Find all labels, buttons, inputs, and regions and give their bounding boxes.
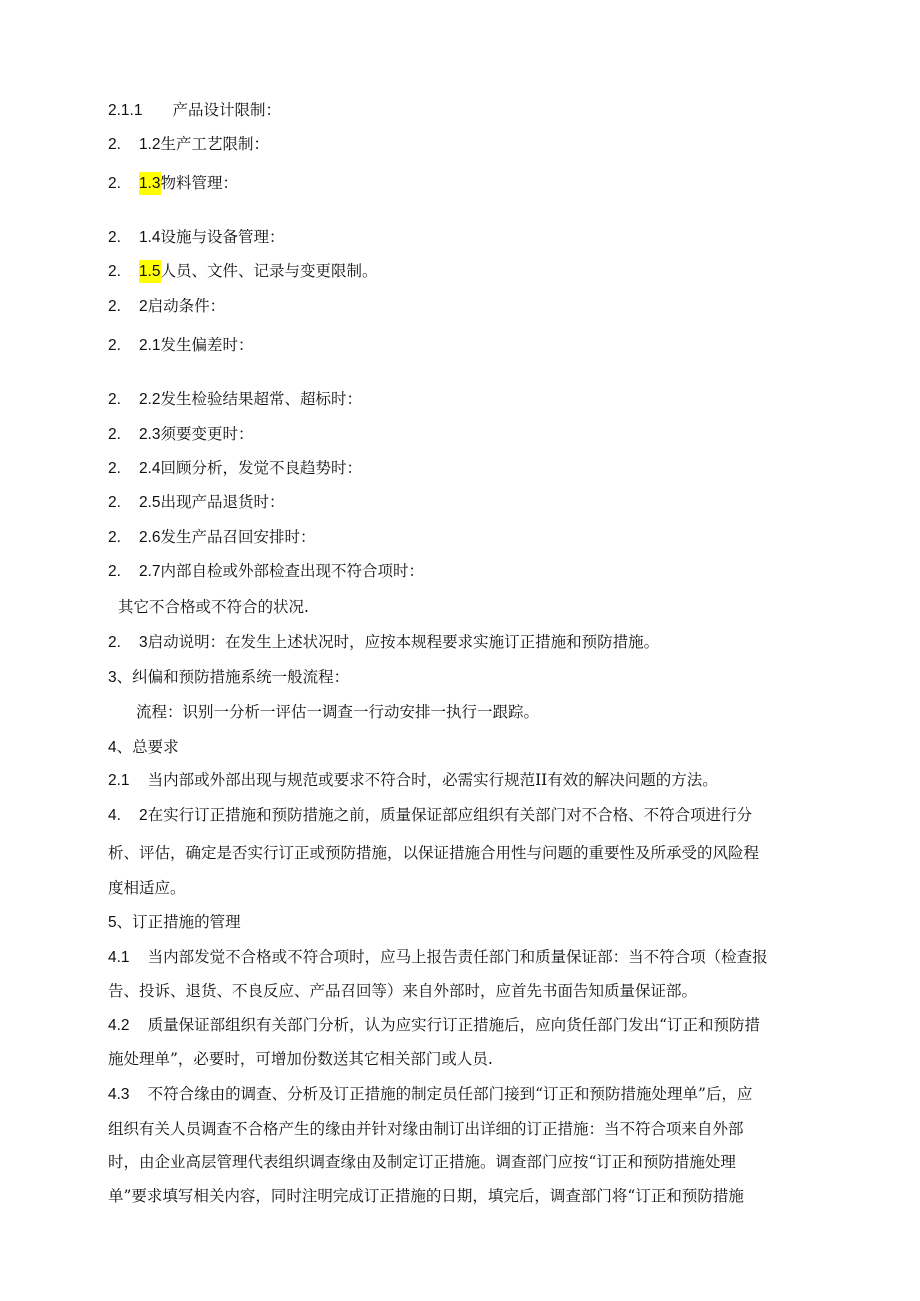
line-text: 流程：识别一分析一评估一调查一行动安排一执行一跟踪。 [136, 703, 540, 721]
text-line [108, 134, 269, 155]
section-number: 2. [108, 529, 121, 546]
line-text: 生产工艺限制： [160, 135, 270, 153]
section-number: 2. [108, 460, 121, 477]
text-line [108, 947, 768, 968]
text-line [108, 737, 179, 758]
line-text: 当内部发觉不合格或不符合项时，应马上报告责任部门和质量保证部：当不符合项（检查报 [147, 948, 768, 966]
line-text: 内部自检或外部检查出现不符合项时： [160, 562, 425, 580]
line-text: 启动说明：在发生上述状况时，应按本规程要求实施订正措施和预防措施。 [147, 633, 660, 651]
text-line [108, 805, 752, 826]
section-number: 2.1 [108, 772, 130, 789]
section-number: 5 [108, 914, 117, 931]
section-number: 3 [108, 669, 117, 686]
text-line [108, 227, 285, 248]
line-text: 其它不合格或不符合的状况. [118, 598, 309, 616]
text-line [108, 1119, 744, 1139]
text-line [108, 173, 238, 194]
section-number: 4 [108, 739, 117, 756]
line-text: 析、评估，确定是否实行订正或预防措施，以保证措施合用性与问题的重要性及所承受的风险程 [108, 844, 760, 862]
text-line [108, 1049, 493, 1069]
section-number: 2. [108, 634, 121, 651]
text-line [108, 1015, 760, 1036]
text-line [108, 296, 225, 317]
section-number: 4.3 [108, 1086, 130, 1103]
text-line [108, 878, 186, 898]
line-text: 单”要求填写相关内容，同时注明完成订正措施的日期，填完后，调查部门将“订正和预防措施 [108, 1187, 744, 1205]
line-text: 组织有关人员调查不合格产生的缘由并针对缘由制订出详细的订正措施：当不符合项来自外部 [108, 1120, 744, 1138]
text-line [108, 389, 362, 410]
sub-number: 2.4 [138, 460, 161, 477]
text-line [108, 1084, 752, 1105]
section-number: 2. [108, 494, 121, 511]
line-text: 施处理单”，必要时，可增加份数送其它相关部门或人员. [108, 1050, 493, 1068]
line-text: 在实行订正措施和预防措施之前，质量保证部应组织有关部门对不合格、不符合项进行分 [147, 806, 753, 824]
text-line [108, 912, 241, 933]
text-line [108, 1152, 736, 1172]
line-text: 须要变更时： [160, 425, 254, 443]
text-line [118, 597, 309, 617]
line-text: 出现产品退货时： [160, 493, 285, 511]
text-line [108, 843, 759, 863]
section-number: 2. [108, 391, 121, 408]
text-line [108, 527, 316, 548]
text-line [108, 458, 362, 479]
line-text: 当内部或外部出现与规范或要求不符合时，必需实行规范II有效的解决问题的方法。 [147, 771, 718, 789]
section-number: 2. [108, 229, 121, 246]
section-number: 2. [108, 337, 121, 354]
section-number: 2. [108, 426, 121, 443]
section-number: 4. [108, 807, 121, 824]
section-number: 2. [108, 175, 121, 192]
text-line [108, 261, 378, 282]
text-line [108, 335, 254, 356]
text-line [108, 424, 254, 445]
line-text: 度相适应。 [108, 879, 186, 897]
section-number: 4.1 [108, 949, 130, 966]
text-line [108, 1186, 744, 1206]
text-line [108, 667, 349, 688]
sub-number: 2.1 [138, 337, 161, 354]
line-text: 发生检验结果超常、超标时： [160, 390, 363, 408]
line-text: 、纠偏和预防措施系统一般流程： [116, 668, 350, 686]
line-text: 人员、文件、记录与变更限制。 [160, 262, 378, 280]
text-line [108, 561, 424, 582]
text-line [108, 770, 718, 791]
line-text: 启动条件： [147, 297, 226, 315]
line-text: 、总要求 [116, 738, 179, 756]
section-number: 4.2 [108, 1017, 130, 1034]
sub-number: 2.6 [138, 529, 161, 546]
text-line [108, 100, 281, 121]
text-line [108, 981, 697, 1001]
text-line [136, 702, 539, 722]
line-text: 产品设计限制： [172, 101, 281, 119]
section-number: 2. [108, 136, 121, 153]
text-line [108, 632, 659, 653]
section-number: 2. [108, 298, 121, 315]
sub-number: 2.7 [138, 563, 161, 580]
line-text: 发生偏差时： [160, 336, 254, 354]
sub-number: 2.5 [138, 494, 161, 511]
line-text: 质量保证部组织有关部门分析，认为应实行订正措施后，应向货任部门发出“订正和预防措 [147, 1016, 760, 1034]
sub-number: 1.4 [138, 229, 161, 246]
sub-number: 2.3 [138, 426, 161, 443]
sub-number: 2.2 [138, 391, 161, 408]
section-number: 2. [108, 263, 121, 280]
line-text: 不符合缘由的调查、分析及订正措施的制定员任部门接到“订正和预防措施处理单”后，应 [147, 1085, 753, 1103]
highlighted-number: 1.3 [139, 172, 161, 195]
sub-number: 3 [138, 634, 148, 651]
line-text: 设施与设备管理： [160, 228, 285, 246]
text-line [108, 492, 285, 513]
line-text: 发生产品召回安排时： [160, 528, 316, 546]
section-number: 2.1.1 [108, 102, 143, 119]
sub-number: 2 [138, 807, 148, 824]
highlighted-number: 1.5 [139, 260, 161, 283]
sub-number: 2 [138, 298, 148, 315]
line-text: 物料管理： [160, 174, 239, 192]
line-text: 时，由企业高层管理代表组织调查缘由及制定订正措施。调查部门应按“订正和预防措施处理 [108, 1153, 736, 1171]
section-number: 2. [108, 563, 121, 580]
line-text: 、订正措施的管理 [116, 913, 241, 931]
line-text: 告、投诉、退货、不良反应、产品召回等）来自外部时，应首先书面告知质量保证部。 [108, 982, 698, 1000]
line-text: 回顾分析，发觉不良趋势时： [160, 459, 363, 477]
sub-number: 1.2 [138, 136, 161, 153]
